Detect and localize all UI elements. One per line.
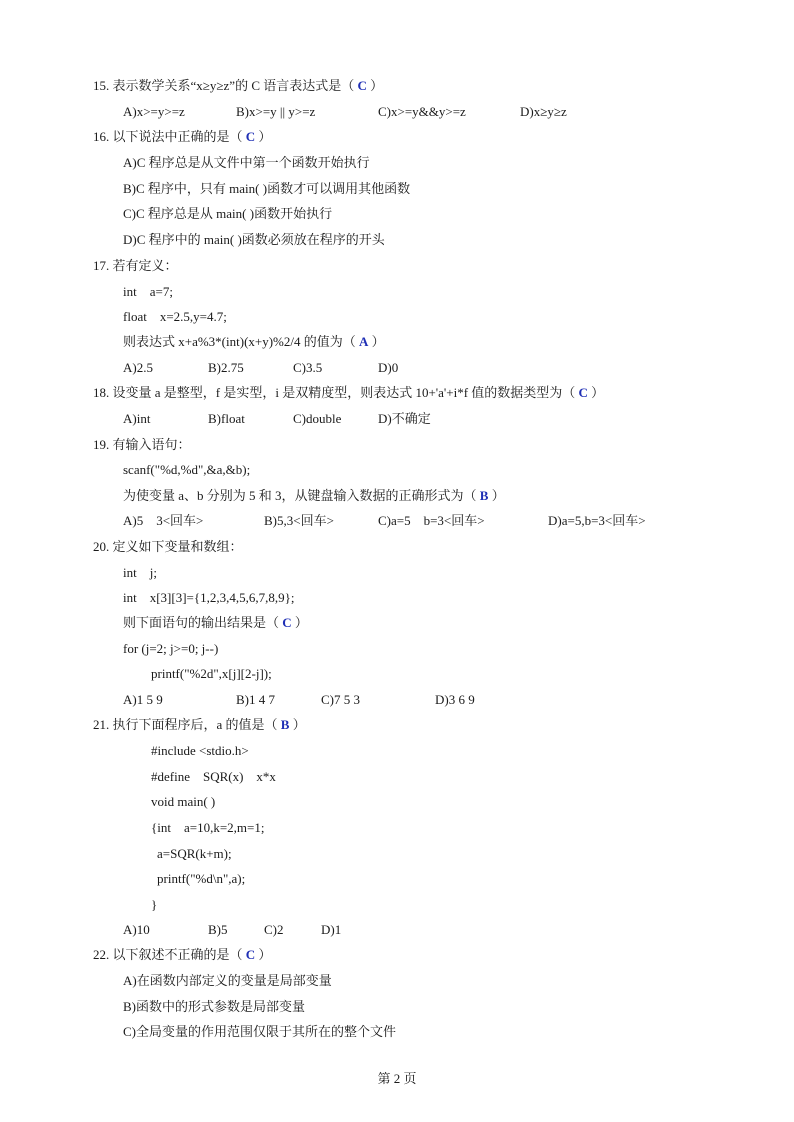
question-number: 16.	[93, 129, 110, 144]
page-number: 第 2 页	[377, 1071, 417, 1086]
option-d: D)x≥y≥z	[520, 104, 567, 119]
question-text: 若有定义：	[112, 258, 178, 273]
answer-mark: B	[479, 488, 489, 503]
option-d: D)C 程序中的 main( )函数必须放在程序的开头	[123, 232, 385, 247]
option-d: D)a=5,b=3<回车>	[548, 513, 646, 528]
question-text: 有输入语句：	[112, 437, 191, 452]
question-16-stem	[93, 129, 271, 145]
answer-mark: C	[245, 129, 256, 144]
option-c: C)7 5 3	[321, 692, 360, 707]
option-b: B)5	[208, 922, 228, 937]
question-20-ask	[123, 615, 308, 631]
question-number: 21.	[93, 717, 110, 732]
option-c: C)全局变量的作用范围仅限于其所在的整个文件	[123, 1024, 397, 1039]
option-a: A)10	[123, 922, 150, 937]
option-a: A)2.5	[123, 360, 153, 375]
question-text: 执行下面程序后，a 的值是（	[112, 717, 278, 732]
option-b: B)float	[208, 411, 245, 426]
question-21-stem	[93, 717, 306, 733]
option-b: B)5,3<回车>	[264, 513, 334, 528]
option-d: D)3 6 9	[435, 692, 475, 707]
option-d: D)0	[378, 360, 399, 375]
question-18-stem	[93, 385, 604, 401]
code-line: }	[151, 897, 158, 912]
option-a: A)int	[123, 411, 151, 426]
question-text-end: ）	[258, 947, 272, 962]
option-a: A)在函数内部定义的变量是局部变量	[123, 973, 332, 988]
code-line: printf("%d\n",a);	[157, 871, 246, 886]
question-number: 22.	[93, 947, 110, 962]
question-19-ask	[123, 488, 505, 504]
question-text: 以下说法中正确的是（	[112, 129, 243, 144]
code-line: int a=7;	[123, 284, 173, 299]
question-text-end: ）	[294, 615, 308, 630]
option-b: B)x>=y || y>=z	[236, 104, 316, 119]
question-20-stem	[93, 539, 243, 555]
code-line: int x[3][3]={1,2,3,4,5,6,7,8,9};	[123, 590, 295, 605]
question-17-ask	[123, 334, 385, 350]
answer-mark: B	[280, 717, 290, 732]
question-number: 19.	[93, 437, 110, 452]
code-line: scanf("%d,%d",&a,&b);	[123, 462, 251, 477]
question-text: 以下叙述不正确的是（	[112, 947, 243, 962]
question-text: 表示数学关系“x≥y≥z”的 C 语言表达式是（	[112, 78, 355, 93]
option-a: A)x>=y>=z	[123, 104, 185, 119]
question-text-end: ）	[370, 78, 384, 93]
code-line: int j;	[123, 565, 157, 580]
answer-mark: A	[359, 334, 369, 349]
question-text: 设变量 a 是整型，f 是实型，i 是双精度型，则表达式 10+'a'+i*f 值的数据类型为（	[112, 385, 576, 400]
question-text: 则表达式 x+a%3*(int)(x+y)%2/4 的值为（	[123, 334, 356, 349]
option-b: B)函数中的形式参数是局部变量	[123, 999, 306, 1014]
option-c: C)C 程序总是从 main( )函数开始执行	[123, 206, 333, 221]
question-text: 为使变量 a、b 分别为 5 和 3，从键盘输入数据的正确形式为（	[123, 488, 477, 503]
question-number: 18.	[93, 385, 110, 400]
code-line: #define SQR(x) x*x	[151, 769, 276, 784]
question-text-end: ）	[258, 129, 272, 144]
question-15-stem	[93, 78, 383, 94]
code-line: printf("%2d",x[j][2-j]);	[151, 666, 272, 681]
option-a: A)1 5 9	[123, 692, 163, 707]
question-number: 17.	[93, 258, 110, 273]
answer-mark: C	[578, 385, 588, 400]
option-c: C)double	[293, 411, 342, 426]
question-19-stem	[93, 437, 191, 453]
code-line: #include <stdio.h>	[151, 743, 249, 758]
option-b: B)1 4 7	[236, 692, 275, 707]
option-a: A)C 程序总是从文件中第一个函数开始执行	[123, 155, 370, 170]
option-c: C)x>=y&&y>=z	[378, 104, 466, 119]
question-text-end: ）	[371, 334, 385, 349]
question-17-stem	[93, 258, 178, 274]
option-a: A)5 3<回车>	[123, 513, 204, 528]
question-number: 15.	[93, 78, 110, 93]
option-c: C)a=5 b=3<回车>	[378, 513, 485, 528]
option-d: D)1	[321, 922, 342, 937]
option-b: B)2.75	[208, 360, 244, 375]
question-text-end: ）	[591, 385, 605, 400]
answer-mark: C	[357, 78, 367, 93]
question-text-end: ）	[491, 488, 505, 503]
option-c: C)3.5	[293, 360, 323, 375]
option-d: D)不确定	[378, 411, 431, 426]
code-line: float x=2.5,y=4.7;	[123, 309, 227, 324]
option-c: C)2	[264, 922, 284, 937]
question-text: 则下面语句的输出结果是（	[123, 615, 280, 630]
code-line: for (j=2; j>=0; j--)	[123, 641, 219, 656]
answer-mark: C	[282, 615, 292, 630]
question-22-stem	[93, 947, 271, 963]
option-b: B)C 程序中，只有 main( )函数才可以调用其他函数	[123, 181, 411, 196]
code-line: void main( )	[151, 794, 216, 809]
question-text: 定义如下变量和数组：	[112, 539, 243, 554]
code-line: {int a=10,k=2,m=1;	[151, 820, 265, 835]
answer-mark: C	[245, 947, 256, 962]
code-line: a=SQR(k+m);	[157, 846, 232, 861]
question-number: 20.	[93, 539, 110, 554]
question-text-end: ）	[292, 717, 306, 732]
